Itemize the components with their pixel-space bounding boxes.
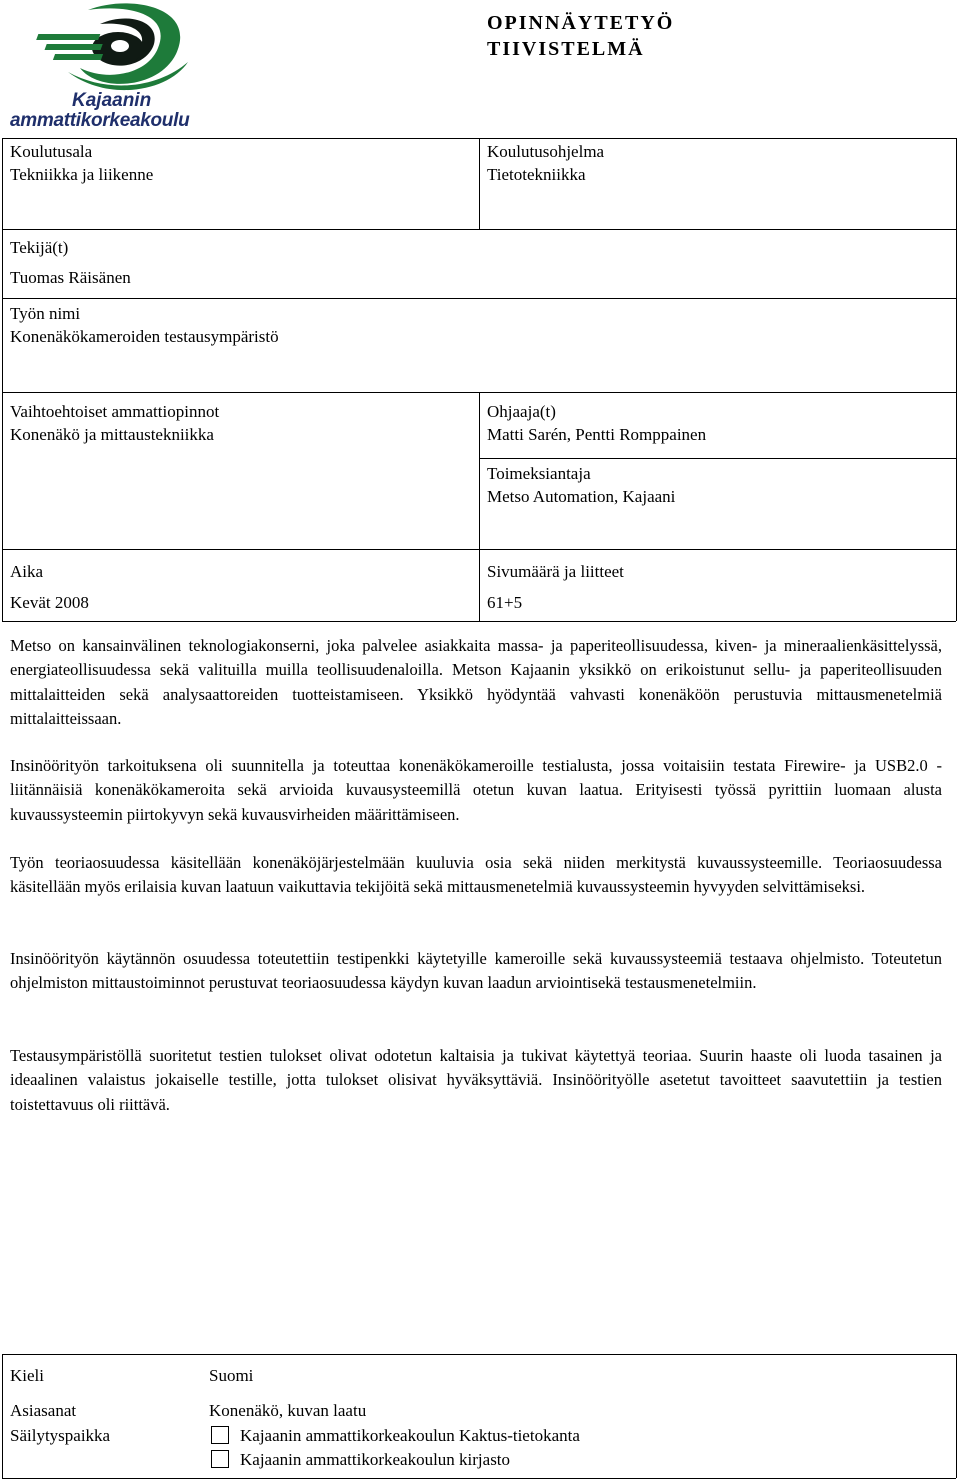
abstract-paragraph-5: Testausympäristöllä suoritetut testien tulokset olivat odotetun kaltaisia ja tukivat käytettyä teoriaa. Suurin haaste oli luoda tasainen ja ideaalinen valaistus jokaiselle testille, jotta tulokset olisivat hyväksyttäviä. Insinöörityölle asetetut tavoitteet saavutettiin ja testien toistettavuus oli riittävä. bbox=[10, 1046, 942, 1114]
kieli-value: Suomi bbox=[209, 1366, 254, 1385]
koulutusohjelma-label: Koulutusohjelma bbox=[487, 142, 605, 161]
tyon-nimi-value: Konenäkökameroiden testausympäristö bbox=[10, 327, 279, 346]
kaktus-option-label: Kajaanin ammattikorkeakoulun Kaktus-tietokanta bbox=[240, 1426, 580, 1445]
aika-field bbox=[10, 556, 89, 618]
tyon-nimi-field bbox=[10, 302, 279, 348]
aika-label: Aika bbox=[10, 562, 44, 581]
document-title bbox=[487, 10, 674, 62]
logo-text-line2: ammattikorkeakoulu bbox=[10, 110, 190, 131]
sivumaara-value: 61+5 bbox=[487, 593, 523, 612]
toimeksiantaja-label: Toimeksiantaja bbox=[487, 464, 591, 483]
tyon-nimi-label: Työn nimi bbox=[10, 304, 81, 323]
sailytyspaikka-label: Säilytyspaikka bbox=[10, 1426, 111, 1445]
ohjaaja-label: Ohjaaja(t) bbox=[487, 402, 556, 421]
kaktus-checkbox[interactable] bbox=[211, 1426, 229, 1444]
aika-value: Kevät 2008 bbox=[10, 593, 89, 612]
asiasanat-label: Asiasanat bbox=[10, 1401, 77, 1420]
tekija-field bbox=[10, 233, 131, 293]
sivumaara-label: Sivumäärä ja liitteet bbox=[487, 562, 624, 581]
toimeksiantaja-field bbox=[487, 462, 675, 508]
vaihtoehtoiset-value: Konenäkö ja mittaustekniikka bbox=[10, 425, 214, 444]
koulutusohjelma-field bbox=[487, 140, 604, 186]
koulutusala-value: Tekniikka ja liikenne bbox=[10, 165, 154, 184]
abstract-paragraph-4: Insinöörityön käytännön osuudessa toteutettiin testipenkki käytetyille kameroille sekä kuvaussysteemiä testaava ohjelmisto. Toteutetun ohjelmiston mittaustoiminnot perustuvat teoriaosuudessa käydyn kuvan laadun arviointisekä testausmenetelmiin. bbox=[10, 949, 942, 993]
ohjaaja-value: Matti Sarén, Pentti Romppainen bbox=[487, 425, 707, 444]
sivumaara-field bbox=[487, 556, 624, 618]
title-line2: TIIVISTELMÄ bbox=[487, 38, 645, 60]
kirjasto-checkbox[interactable] bbox=[211, 1450, 229, 1468]
asiasanat-value: Konenäkö, kuvan laatu bbox=[209, 1401, 367, 1420]
tekija-label: Tekijä(t) bbox=[10, 238, 69, 257]
koulutusohjelma-value: Tietotekniikka bbox=[487, 165, 586, 184]
logo-swoosh-icon bbox=[8, 2, 228, 97]
logo-text-line1: Kajaanin bbox=[72, 90, 152, 111]
abstract-paragraph-1: Metso on kansainvälinen teknologiakonserni, joka palvelee asiakkaita massa- ja paperiteollisuudessa, kiven- ja mineraalienkäsittelyssä, energiateollisuudessa sekä valituilla muilla teollisuudenaloilla. Metson Kajaanin yksikkö on erikoistunut sellu- ja paperiteollisuuden mittalaitteiden sekä analysaattoreiden tuotteistamiseen. Yksikkö hyödyntää vahvasti konenäköön perustuvia mittausmenetelmiä mittalaitteissaan. bbox=[10, 636, 942, 728]
kirjasto-option-label: Kajaanin ammattikorkeakoulun kirjasto bbox=[240, 1450, 511, 1469]
tekija-value: Tuomas Räisänen bbox=[10, 268, 131, 287]
vaihtoehtoiset-label: Vaihtoehtoiset ammattiopinnot bbox=[10, 402, 220, 421]
title-line1: OPINNÄYTETYÖ bbox=[487, 12, 675, 34]
koulutusala-field bbox=[10, 140, 153, 186]
kieli-label: Kieli bbox=[10, 1366, 44, 1385]
abstract-paragraph-3: Työn teoriaosuudessa käsitellään konenäköjärjestelmään kuuluvia osia sekä niiden merkitystä kuvaussysteemille. Teoriaosuudessa käsitellään myös erilaisia kuvan laatuun vaikuttavia tekijöitä sekä mittausmenetelmiä kuvaussysteemin hyvyyden selvittämiseksi. bbox=[10, 853, 942, 897]
school-logo bbox=[8, 2, 238, 134]
abstract-paragraph-2: Insinöörityön tarkoituksena oli suunnitella ja toteuttaa konenäkökameroille testialusta, jossa voitaisiin testata Firewire- ja USB2.0 -liitännäisiä konenäkökameroita sekä arvioida kuvausysteemillä otetun kuvan laatua. Erityisesti työssä pyrittiin luomaan alusta kuvaussysteemin piirtokyvyn sekä kuvausvirheiden määrittämiseen. bbox=[10, 756, 942, 824]
toimeksiantaja-value: Metso Automation, Kajaani bbox=[487, 487, 676, 506]
koulutusala-label: Koulutusala bbox=[10, 142, 93, 161]
vaihtoehtoiset-field bbox=[10, 400, 219, 446]
ohjaaja-field bbox=[487, 400, 706, 446]
